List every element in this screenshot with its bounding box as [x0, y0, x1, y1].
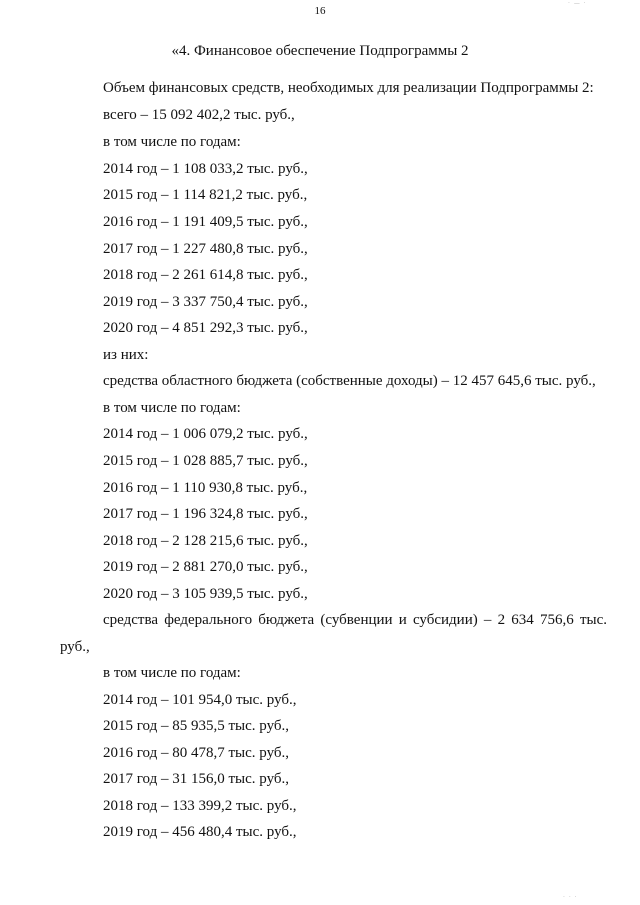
paragraph-line: 2015 год – 85 935,5 тыс. руб.,	[103, 718, 290, 734]
paragraph-line: 2015 год – 1 114 821,2 тыс. руб.,	[103, 187, 308, 203]
paragraph-line: средства федерального бюджета (субвенции и субсидии) – 2 634 756,6 тыс.	[103, 612, 607, 628]
paragraph-line: руб.,	[60, 639, 90, 655]
paragraph-line: 2016 год – 1 110 930,8 тыс. руб.,	[103, 480, 308, 496]
paragraph-line: 2015 год – 1 028 885,7 тыс. руб.,	[103, 453, 308, 469]
paragraph-line: в том числе по годам:	[103, 134, 241, 150]
paragraph-line: 2017 год – 1 227 480,8 тыс. руб.,	[103, 241, 308, 257]
paragraph-line: средства областного бюджета (собственные доходы) – 12 457 645,6 тыс. руб.,	[103, 373, 596, 389]
paragraph-line: 2014 год – 101 954,0 тыс. руб.,	[103, 692, 297, 708]
paragraph-line: 2014 год – 1 006 079,2 тыс. руб.,	[103, 426, 308, 442]
section-heading: «4. Финансовое обеспечение Подпрограммы 2	[171, 43, 469, 59]
paragraph-line: всего – 15 092 402,2 тыс. руб.,	[103, 107, 295, 123]
paragraph-line: 2018 год – 133 399,2 тыс. руб.,	[103, 798, 297, 814]
paragraph-line: 2014 год – 1 108 033,2 тыс. руб.,	[103, 161, 308, 177]
paragraph-line: 2019 год – 456 480,4 тыс. руб.,	[103, 824, 297, 840]
paragraph-line: в том числе по годам:	[103, 665, 241, 681]
scan-artifact-mark: · — ·	[568, 0, 587, 7]
paragraph-line: 2020 год – 3 105 939,5 тыс. руб.,	[103, 586, 308, 602]
paragraph-line: 2016 год – 80 478,7 тыс. руб.,	[103, 745, 290, 761]
paragraph-line: из них:	[103, 347, 149, 363]
paragraph-line: 2017 год – 1 196 324,8 тыс. руб.,	[103, 506, 308, 522]
paragraph-line: 2019 год – 2 881 270,0 тыс. руб.,	[103, 559, 308, 575]
paragraph-line: 2019 год – 3 337 750,4 тыс. руб.,	[103, 294, 308, 310]
paragraph-line: 2018 год – 2 261 614,8 тыс. руб.,	[103, 267, 308, 283]
scan-artifact-mark: · · ·	[563, 894, 578, 901]
paragraph-line: в том числе по годам:	[103, 400, 241, 416]
page-number: 16	[314, 5, 326, 17]
paragraph-line: Объем финансовых средств, необходимых для реализации Подпрограммы 2:	[103, 80, 594, 96]
paragraph-line: 2016 год – 1 191 409,5 тыс. руб.,	[103, 214, 308, 230]
paragraph-line: 2020 год – 4 851 292,3 тыс. руб.,	[103, 320, 308, 336]
paragraph-line: 2017 год – 31 156,0 тыс. руб.,	[103, 771, 290, 787]
paragraph-line: 2018 год – 2 128 215,6 тыс. руб.,	[103, 533, 308, 549]
